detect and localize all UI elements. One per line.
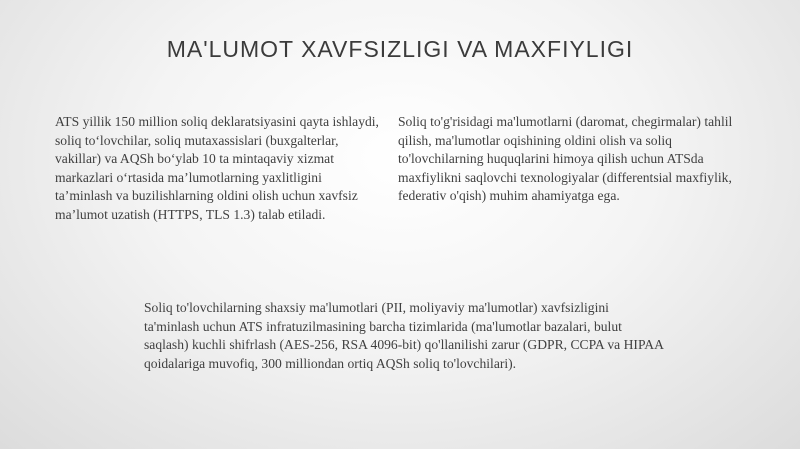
paragraph-bottom: Soliq to'lovchilarning shaxsiy ma'lumotlari (PII, moliyaviy ma'lumotlar) xavfsizligini ta'minlash uchun ATS infratuzilmasining barcha tizimlarida (ma'lumotlar bazalari, bulut saqlash) kuchli shifrlash (AES-256, RSA 4096-bit) qo'llanilishi zarur (GDPR, CCPA va HIPAA qoidalariga muvofiq, 300 milliondan ortiq AQSh soliq to'lovchilari). bbox=[144, 300, 664, 371]
slide-title: MA'LUMOT XAVFSIZLIGI VA MAXFIYLIGI bbox=[166, 36, 634, 62]
paragraph-right: Soliq to'g'risidagi ma'lumotlarni (daromat, chegirmalar) tahlil qilish, ma'lumotlar oqishining oldini olish va soliq to'lovchilarning huquqlarini himoya qilish uchun ATSda maxfiylikni saqlovchi texnologiyalar (differentsial maxfiylik, federativ o'qish) muhim ahamiyatga ega. bbox=[398, 114, 733, 204]
paragraph-left: ATS yillik 150 million soliq deklaratsiyasini qayta ishlaydi, soliq to‘lovchilar, soliq mutaxassislari (buxgalterlar, vakillar) va AQSh bo‘ylab 10 ta mintaqaviy xizmat markazlari o‘rtasida ma’lumotlarning yaxlitligini ta’minlash va buzilishlarning oldini olish uchun xavfsiz ma’lumot uzatish (HTTPS, TLS 1.3) talab etiladi. bbox=[55, 114, 379, 222]
